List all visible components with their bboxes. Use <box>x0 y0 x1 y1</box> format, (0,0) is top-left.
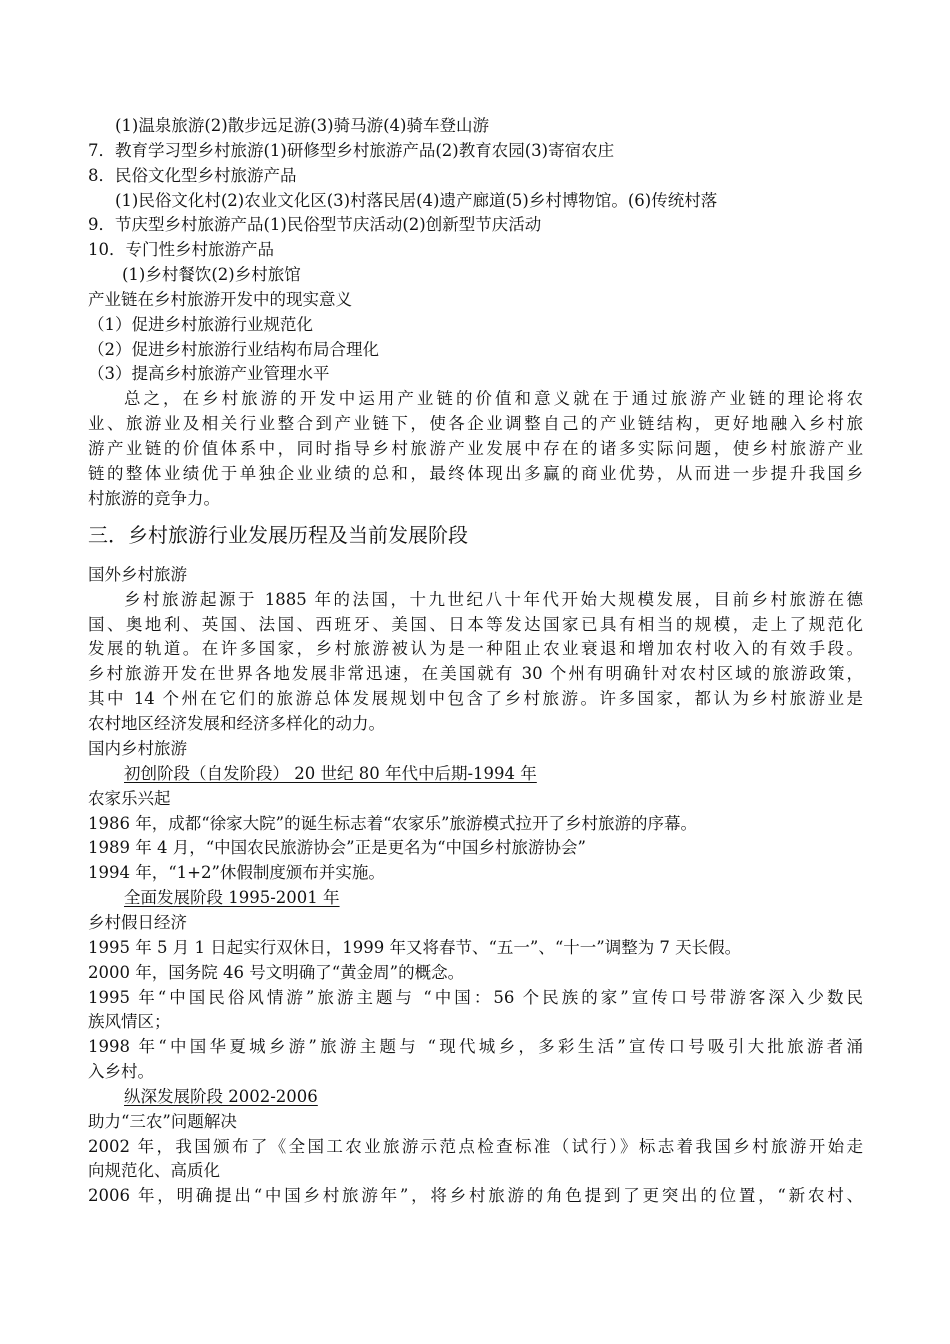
paragraph-line: 业、旅游业及相关行业整合到产业链下，使各企业调整自己的产业链结构，更好地融入乡村旅 <box>88 414 863 433</box>
paragraph-line: 2002 年，我国颁布了《全国工农业旅游示范点检查标准（试行）》标志着我国乡村旅游开始走 <box>88 1137 863 1156</box>
stage-theme: 农家乐兴起 <box>88 789 171 808</box>
text-line: 1989 年 4 月，“中国农民旅游协会”正是更名为“中国乡村旅游协会” <box>88 838 586 857</box>
list-item: 7．教育学习型乡村旅游(1)研修型乡村旅游产品(2)教育农园(3)寄宿农庄 <box>88 141 615 160</box>
paragraph-line: 发展的轨道。在许多国家，乡村旅游被认为是一种阻止农业衰退和增加农村收入的有效手段。 <box>88 639 863 658</box>
section-subheading: 国内乡村旅游 <box>88 739 187 758</box>
paragraph-line: 国、奥地利、英国、法国、西班牙、美国、日本等发达国家已具有相当的规模，走上了规范化 <box>88 615 863 634</box>
list-item: （3）提高乡村旅游产业管理水平 <box>88 364 330 383</box>
section-subheading: 产业链在乡村旅游开发中的现实意义 <box>88 290 352 309</box>
stage-heading: 纵深发展阶段 2002-2006 <box>124 1087 318 1106</box>
stage-heading: 全面发展阶段 1995-2001 年 <box>124 888 340 907</box>
list-item: 9．节庆型乡村旅游产品(1)民俗型节庆活动(2)创新型节庆活动 <box>88 215 542 234</box>
section-heading: 三．乡村旅游行业发展历程及当前发展阶段 <box>88 523 468 547</box>
text-line: 2000 年，国务院 46 号文明确了“黄金周”的概念。 <box>88 963 465 982</box>
text-line: (1)乡村餐饮(2)乡村旅馆 <box>122 265 301 284</box>
paragraph-line: 族风情区； <box>88 1012 171 1031</box>
list-item: 8．民俗文化型乡村旅游产品 <box>88 166 297 185</box>
text-line: (1)温泉旅游(2)散步远足游(3)骑马游(4)骑车登山游 <box>115 116 489 135</box>
text-line: 1986 年，成都“徐家大院”的诞生标志着“农家乐”旅游模式拉开了乡村旅游的序幕。 <box>88 814 697 833</box>
paragraph-line: 乡村旅游起源于 1885 年的法国，十九世纪八十年代开始大规模发展，目前乡村旅游在德 <box>124 590 863 609</box>
paragraph-line: 其中 14 个州在它们的旅游总体发展规划中包含了乡村旅游。许多国家，都认为乡村旅游业是 <box>88 689 863 708</box>
stage-heading: 初创阶段（自发阶段） 20 世纪 80 年代中后期-1994 年 <box>124 764 537 783</box>
stage-theme: 乡村假日经济 <box>88 913 187 932</box>
paragraph-line: 向规范化、高质化 <box>88 1161 220 1180</box>
paragraph-line: 1995 年“中国民俗风情游”旅游主题与 “中国：56 个民族的家”宣传口号带游客深入少数民 <box>88 988 863 1007</box>
paragraph-line: 乡村旅游开发在世界各地发展非常迅速，在美国就有 30 个州有明确针对农村区域的旅游政策， <box>88 664 863 683</box>
list-item: （2）促进乡村旅游行业结构布局合理化 <box>88 340 379 359</box>
paragraph-line: 1998 年“中国华夏城乡游”旅游主题与 “现代城乡，多彩生活”宣传口号吸引大批旅游者涌 <box>88 1037 863 1056</box>
list-item: （1）促进乡村旅游行业规范化 <box>88 315 313 334</box>
paragraph-line: 链的整体业绩优于单独企业业绩的总和，最终体现出多赢的商业优势，从而进一步提升我国乡 <box>88 464 863 483</box>
paragraph-line: 农村地区经济发展和经济多样化的动力。 <box>88 714 385 733</box>
paragraph-line: 入乡村。 <box>88 1062 154 1081</box>
list-item: 10．专门性乡村旅游产品 <box>88 240 274 259</box>
text-line: (1)民俗文化村(2)农业文化区(3)村落民居(4)遗产廊道(5)乡村博物馆。(6)传统村落 <box>115 191 718 210</box>
stage-theme: 助力“三农”问题解决 <box>88 1112 237 1131</box>
section-subheading: 国外乡村旅游 <box>88 565 187 584</box>
paragraph-line: 村旅游的竞争力。 <box>88 489 220 508</box>
paragraph-line: 总之，在乡村旅游的开发中运用产业链的价值和意义就在于通过旅游产业链的理论将农 <box>124 389 863 408</box>
paragraph-line: 2006 年，明确提出“中国乡村旅游年”，将乡村旅游的角色提到了更突出的位置，“新农村、 <box>88 1186 863 1205</box>
paragraph-line: 游产业链的价值体系中，同时指导乡村旅游产业发展中存在的诸多实际问题，使乡村旅游产业 <box>88 439 863 458</box>
text-line: 1994 年，“1+2”休假制度颁布并实施。 <box>88 863 385 882</box>
text-line: 1995 年 5 月 1 日起实行双休日，1999 年又将春节、“五一”、“十一”调整为 7 天长假。 <box>88 938 742 957</box>
